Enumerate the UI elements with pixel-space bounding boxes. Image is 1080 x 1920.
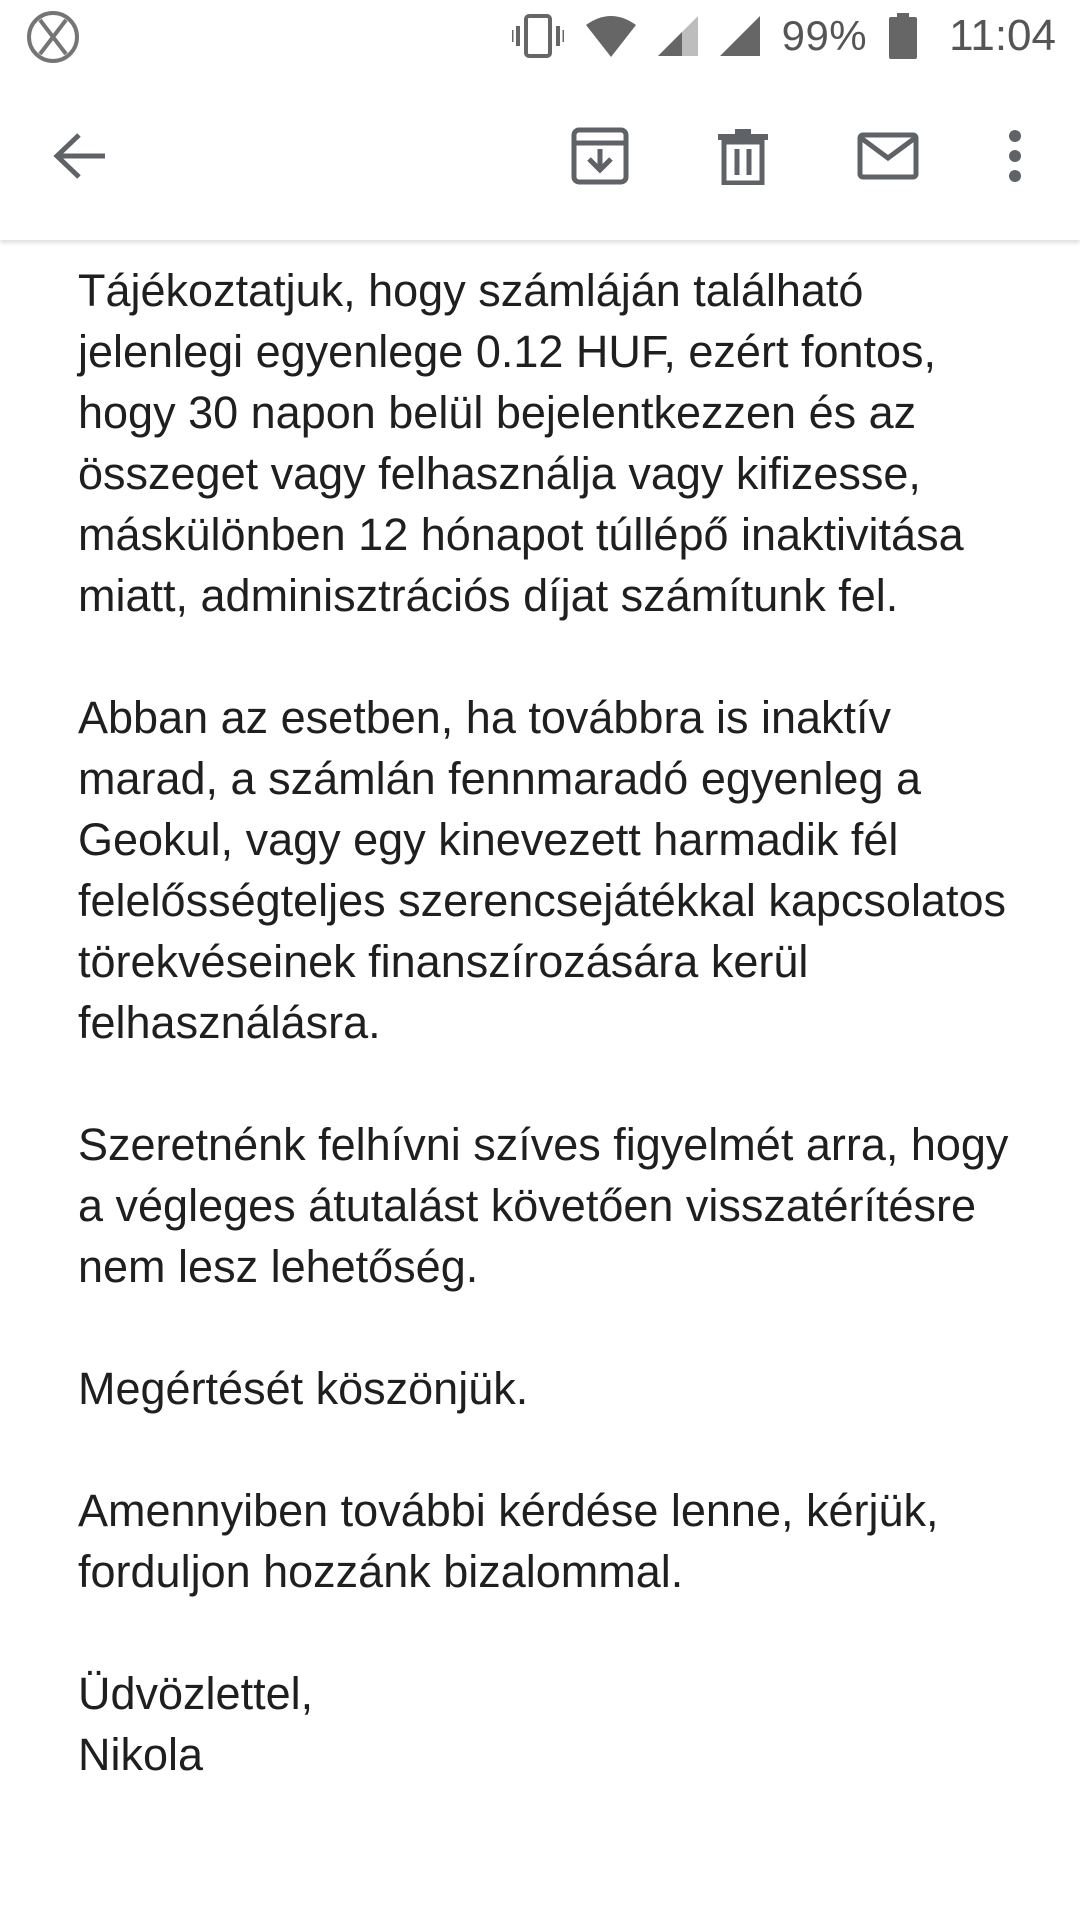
email-paragraph: Amennyiben további kérdése lenne, kérjük, forduljon hozzánk bizalommal. (78, 1485, 939, 1597)
circled-x-icon (26, 10, 80, 64)
battery-percent: 99% (781, 12, 868, 59)
mail-icon (857, 132, 919, 180)
back-button[interactable] (30, 72, 130, 240)
trash-icon (718, 127, 768, 185)
battery-icon (889, 13, 917, 59)
email-body (78, 260, 1018, 1785)
vibrate-icon (512, 12, 564, 60)
email-paragraph: Tájékoztatjuk, hogy számláján található jelenlegi egyenlege 0.12 HUF, ezért fontos, hogy 30 napon belül bejelentkezzen és az összeget vagy felhasználja vagy kifizesse, máskülönben 12 hónapot túllépő inaktivitása miatt, adminisztrációs díjat számítunk fel. (78, 265, 964, 621)
wifi-icon (586, 15, 636, 57)
more-vert-icon (1007, 130, 1023, 182)
email-paragraph: Szeretnénk felhívni szíves figyelmét arra, hogy a végleges átutalást követően visszatérítésre nem lesz lehetőség. (78, 1119, 1009, 1292)
status-bar (0, 0, 1080, 72)
archive-button[interactable] (550, 72, 650, 240)
clock: 11:04 (949, 11, 1056, 60)
email-paragraph: Abban az esetben, ha továbbra is inaktív marad, a számlán fennmaradó egyenleg a Geokul, vagy egy kinevezett harmadik fél felelősségteljes szerencsejátékkal kapcsolatos törekvéseinek finanszírozására kerül felhasználásra. (78, 692, 1006, 1048)
signal-icon (720, 16, 760, 56)
email-closing (78, 1663, 1018, 1785)
email-paragraph: Megértését köszönjük. (78, 1363, 529, 1414)
delete-button[interactable] (693, 72, 793, 240)
signal-icon (658, 16, 698, 56)
email-toolbar (0, 72, 1080, 240)
arrow-back-icon (53, 132, 107, 180)
mark-unread-button[interactable] (838, 72, 938, 240)
more-options-button[interactable] (965, 72, 1065, 240)
archive-icon (571, 127, 629, 185)
email-signature: Nikola (78, 1729, 204, 1780)
email-greeting: Üdvözlettel, (78, 1668, 314, 1719)
status-icons (512, 0, 1056, 72)
